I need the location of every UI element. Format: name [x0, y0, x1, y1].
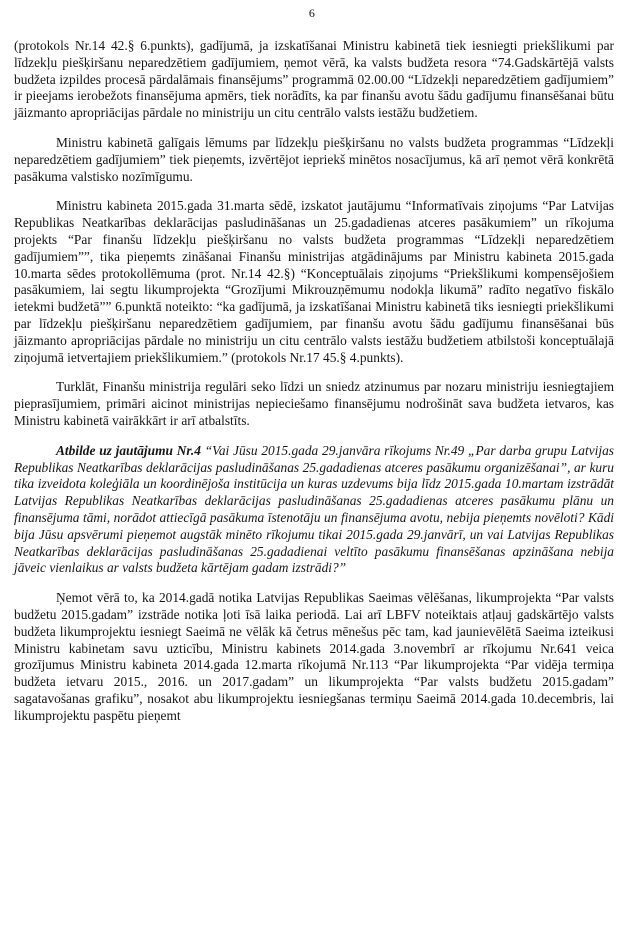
- paragraph-question-4: [14, 443, 614, 577]
- document-body: [14, 38, 614, 737]
- paragraph-cabinet-final-decision: Ministru kabinetā galīgais lēmums par līdzekļu piešķiršanu no valsts budžeta programmas “Līdzekļi neparedzētiem gadījumiem” tiek pieņemts, izvērtējot iepriekš minētos nosacījumus, kā arī ņemot vērā konkrētā pasākuma valstisko nozīmīgumu.: [14, 134, 614, 184]
- question-4-heading: Atbilde uz jautājumu Nr.4: [56, 442, 201, 458]
- paragraph-ministry-monitoring: Turklāt, Finanšu ministrija regulāri seko līdzi un sniedz atzinumus par nozaru ministriju iesniegtajiem pieprasījumiem, primāri aicinot ministrijas nepieciešamo finansējumu nodrošināt sava budžeta ietvaros, kas Ministru kabinetā vairākkārt ir arī atbalstīts.: [14, 379, 614, 428]
- page-number: 6: [308, 6, 316, 20]
- question-4-text: “Vai Jūsu 2015.gada 29.janvāra rīkojums Nr.49 „Par darba grupu Latvijas Republikas Neatkarības deklarācijas pasludināšanas 25.gadadienas atceres pasākumu organizēšanai”, ar kuru tika izveidota koleģiāla un koordinējoša institūcija un kuras uzdevums bija līdz 2015.gada 10.martam izstrādāt Latvijas Republikas Neatkarības deklarācijas pasludināšanas 25.gadadienas atceres pasākumu plānu un finansējuma tāmi, norādot attiecīgā pasākuma īstenotāju un finansējuma avotu, nebija pieņemts novēloti? Kādi bija Jūsu apsvērumi pieņemot augstāk minēto rīkojumu tikai 2015.gada 29.janvārī, un vai Latvijas Republikas Neatkarības deklarācijas pasludināšanas 25.gadadienai veltīto pasākumu finansēšanas apzināšana nebija jāveic vienlaikus ar valsts budžeta kārtējam gadam izstrādi?”: [14, 442, 614, 576]
- paragraph-cabinet-meeting-march-31: Ministru kabineta 2015.gada 31.marta sēdē, izskatot jautājumu “Informatīvais ziņojums “Par Latvijas Republikas Neatkarības deklarācijas pasludināšanas un 25.gadadienas atceres pasākumiem” un rīkojuma projekts “Par finanšu līdzekļu piešķiršanu no valsts budžeta programmas “Līdzekļi neparedzētiem gadījumiem””, tika pieņemts zināšanai Finanšu ministrijas atgādinājums par Ministru kabineta 2015.gada 10.marta sēdes protokollēmuma (prot. Nr.14 42.§) “Konceptuālais ziņojums “Priekšlikumi kompensējošiem pasākumiem, lai segtu likumprojekta “Grozījumi Mikrouzņēmumu nodokļa likumā” radīto negatīvo fiskālo ietekmi budžetā”” 6.punktā noteikto: “ka gadījumā, ja izskatīšanai Ministru kabinetā tiks iesniegti priekšlikumi par līdzekļu piešķiršanu neparedzētiem gadījumiem, par finanšu avotu šādu gadījumu finansēšanai būs jāizmanto apropriācijas pārdale no ministriju un citu centrālo valsts iestāžu budžetiem atbilstoši konceptuālajā ziņojumā ietvertajiem priekšlikumiem.” (protokols Nr.17 45.§ 4.punkts).: [14, 198, 614, 365]
- paragraph-answer-4: Ņemot vērā to, ka 2014.gadā notika Latvijas Republikas Saeimas vēlēšanas, likumprojekta “Par valsts budžetu 2015.gadam” izstrāde notika ļoti īsā laika periodā. Lai arī LBFV noteiktais atļauj gadskārtējo valsts budžeta likumprojektu iesniegt Saeimā ne vēlāk kā četrus mēnešus pēc tam, kad jaunievēlētā Saeima izteikusi Ministru kabinetam savu uzticību, Ministru kabinets 2014.gada 3.novembrī ar rīkojumu Nr.641 veica grozījumus Ministru kabineta 2014.gada 12.marta rīkojumā Nr.113 “Par likumprojekta “Par vidēja termiņa budžeta ietvaru 2015., 2016. un 2017.gadam” un likumprojekta “Par valsts budžetu 2015.gadam” sagatavošanas grafiku”, nosakot abu likumprojektu iesniegšanas termiņu Saeimā 2014.gada 10.decembris, lai likumprojektu paspētu pieņemt: [14, 590, 614, 723]
- paragraph-protocol-continuation: (protokols Nr.14 42.§ 6.punkts), gadījumā, ja izskatīšanai Ministru kabinetā tiek iesniegti priekšlikumi par līdzekļu piešķiršanu neparedzētiem gadījumiem, ņemot vērā, ka valsts budžeta resora “74.Gadskārtējā valsts budžeta izpildes procesā pārdalāmais finansējums” programmā 02.00.00 “Līdzekļi neparedzētiem gadījumiem” ir pieejams ierobežots finansējuma apmērs, tiek norādīts, ka par finanšu avotu šādu gadījumu finansēšanai būtu jāizmanto apropriācijas pārdale no ministriju un citu centrālo valsts iestāžu budžetiem.: [14, 38, 614, 121]
